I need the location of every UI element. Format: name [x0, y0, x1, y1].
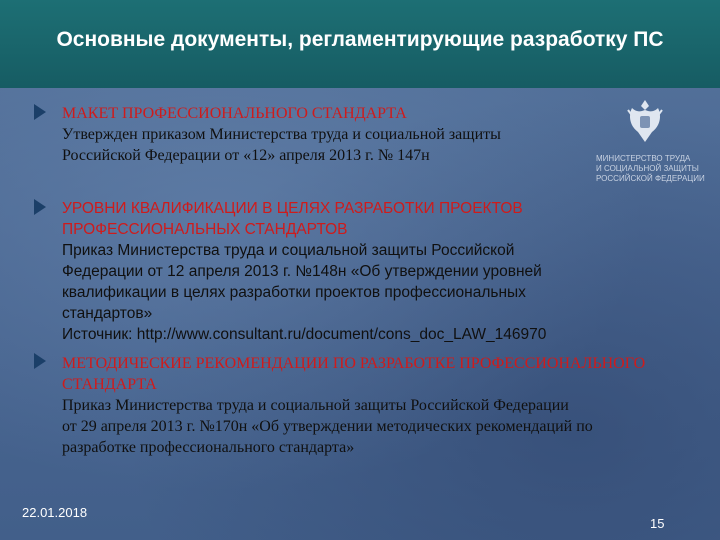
bullet-icon [34, 104, 46, 120]
logo-text-line: МИНИСТЕРСТВО ТРУДА [596, 154, 691, 163]
slide-number: 15 [650, 516, 665, 531]
doc-text-line: от 29 апреля 2013 г. №170н «Об утверждении методических рекомендаций по [62, 418, 593, 435]
doc-text-line: Федерации от 12 апреля 2013 г. №148н «Об утверждении уровней [62, 263, 542, 280]
doc-text-line: стандартов» [62, 305, 153, 322]
doc-text-line: Российской Федерации от «12» апреля 2013 г. № 147н [62, 147, 430, 164]
ministry-logo-text [596, 154, 708, 184]
doc-block-methodological-recommendations [62, 353, 645, 458]
doc-heading: МЕТОДИЧЕСКИЕ РЕКОМЕНДАЦИИ ПО РАЗРАБОТКЕ ПРОФЕССИОНАЛЬНОГО [62, 355, 646, 372]
doc-heading: УРОВНИ КВАЛИФИКАЦИИ В ЦЕЛЯХ РАЗРАБОТКИ ПРОЕКТОВ [62, 200, 523, 217]
ministry-logo [596, 98, 708, 188]
coat-of-arms-emblem-icon [626, 98, 664, 144]
doc-text-line: разработке профессионального стандарта» [62, 439, 355, 456]
slide-title: Основные документы, регламентирующие разработку ПС [56, 28, 664, 51]
logo-text-line: РОССИЙСКОЙ ФЕДЕРАЦИИ [596, 174, 705, 183]
slide-header [0, 0, 720, 88]
doc-block-qualification-levels [62, 198, 546, 345]
doc-text-line: квалификации в целях разработки проектов профессиональных [62, 284, 526, 301]
source-link[interactable]: Источник: http://www.consultant.ru/document/cons_doc_LAW_146970 [62, 326, 547, 343]
doc-text-line: Приказ Министерства труда и социальной защиты Российской Федерации [62, 397, 569, 414]
doc-heading: ПРОФЕССИОНАЛЬНЫХ СТАНДАРТОВ [62, 221, 348, 238]
bullet-icon [34, 199, 46, 215]
doc-heading: СТАНДАРТА [62, 376, 157, 393]
doc-text-line: Приказ Министерства труда и социальной защиты Российской [62, 242, 515, 259]
logo-text-line: И СОЦИАЛЬНОЙ ЗАЩИТЫ [596, 164, 699, 173]
doc-block-professional-standard-layout [62, 103, 501, 166]
bullet-icon [34, 353, 46, 369]
doc-heading: МАКЕТ ПРОФЕССИОНАЛЬНОГО СТАНДАРТА [62, 105, 407, 122]
slide-date: 22.01.2018 [22, 505, 88, 520]
doc-text-line: Утвержден приказом Министерства труда и социальной защиты [62, 126, 501, 143]
